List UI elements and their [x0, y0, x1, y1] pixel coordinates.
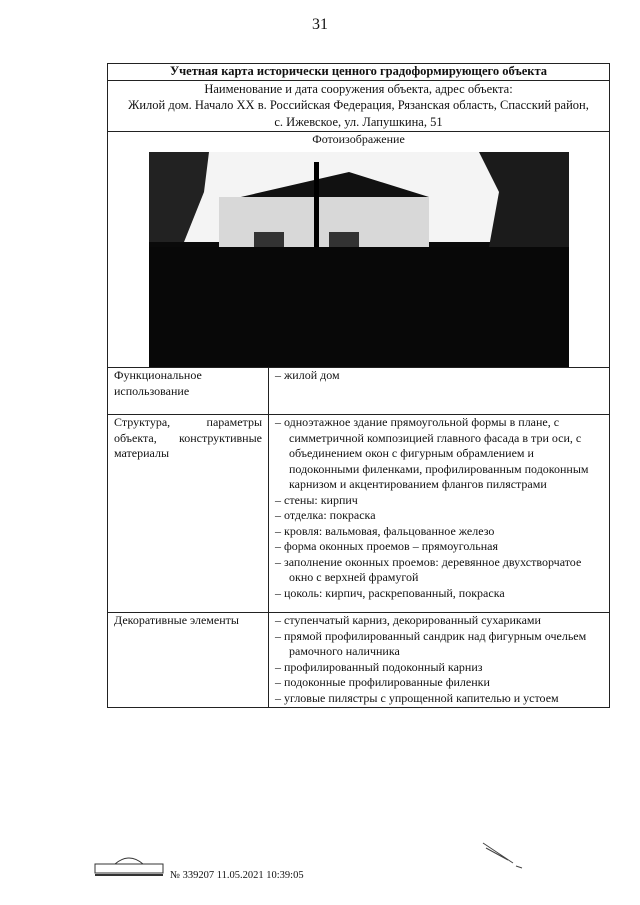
page-number: 31 [312, 16, 328, 33]
object-name-label: Наименование и дата сооружения объекта, адрес объекта: [204, 81, 513, 96]
list-item: – угловые пилястры с упрощенной капителью и устоем [275, 691, 603, 707]
row-label-structure [108, 415, 269, 613]
list-item: – прямой профилированный сандрик над фигурным очельем рамочного наличника [275, 629, 603, 660]
registration-card-table [107, 63, 610, 708]
row-value-structure [269, 415, 610, 613]
object-address: с. Ижевское, ул. Лапушкина, 51 [274, 114, 443, 129]
list-item: – кровля: вальмовая, фальцованное железо [275, 524, 603, 540]
row-value-function [269, 368, 610, 415]
list-item: – профилированный подоконный карниз [275, 660, 603, 676]
list-item: – цоколь: кирпич, раскрепованный, покраска [275, 586, 603, 602]
photo-label: Фотоизображение [312, 132, 405, 146]
list-item: – отделка: покраска [275, 508, 603, 524]
card-title: Учетная карта исторически ценного градоформирующего объекта [108, 64, 610, 81]
photo-cell [108, 132, 610, 368]
object-name-line1: Жилой дом. Начало XX в. Российская Федерация, Рязанская область, Спасский район, [128, 98, 589, 112]
registry-stamp-icon [93, 855, 165, 877]
signature-icon [478, 838, 528, 873]
building-photo [149, 152, 569, 367]
row-label-decor: Декоративные элементы [108, 613, 269, 708]
document-registration-stamp: № 339207 11.05.2021 10:39:05 [170, 870, 304, 881]
list-item: – подоконные профилированные филенки [275, 675, 603, 691]
list-item: – форма оконных проемов – прямоугольная [275, 539, 603, 555]
list-item: – ступенчатый карниз, декорированный сухариками [275, 613, 603, 629]
list-item: – одноэтажное здание прямоугольной формы в плане, с симметричной композицией главного фасада в три оси, с объединением окон с фигурным обрамлением и подоконными филенками, профилированным подоконным карнизом и акцентированием флангов пилястрами [275, 415, 603, 493]
list-item: – заполнение оконных проемов: деревянное двухстворчатое окно с верхней фрамугой [275, 555, 603, 586]
row-label-function: Функциональное использование [108, 368, 269, 415]
object-name-cell [108, 80, 610, 132]
row-value-decor [269, 613, 610, 708]
list-item: – стены: кирпич [275, 493, 603, 509]
list-item: – жилой дом [275, 368, 603, 384]
structure-label: Структура, параметры объекта, конструктивные материалы [114, 415, 262, 460]
